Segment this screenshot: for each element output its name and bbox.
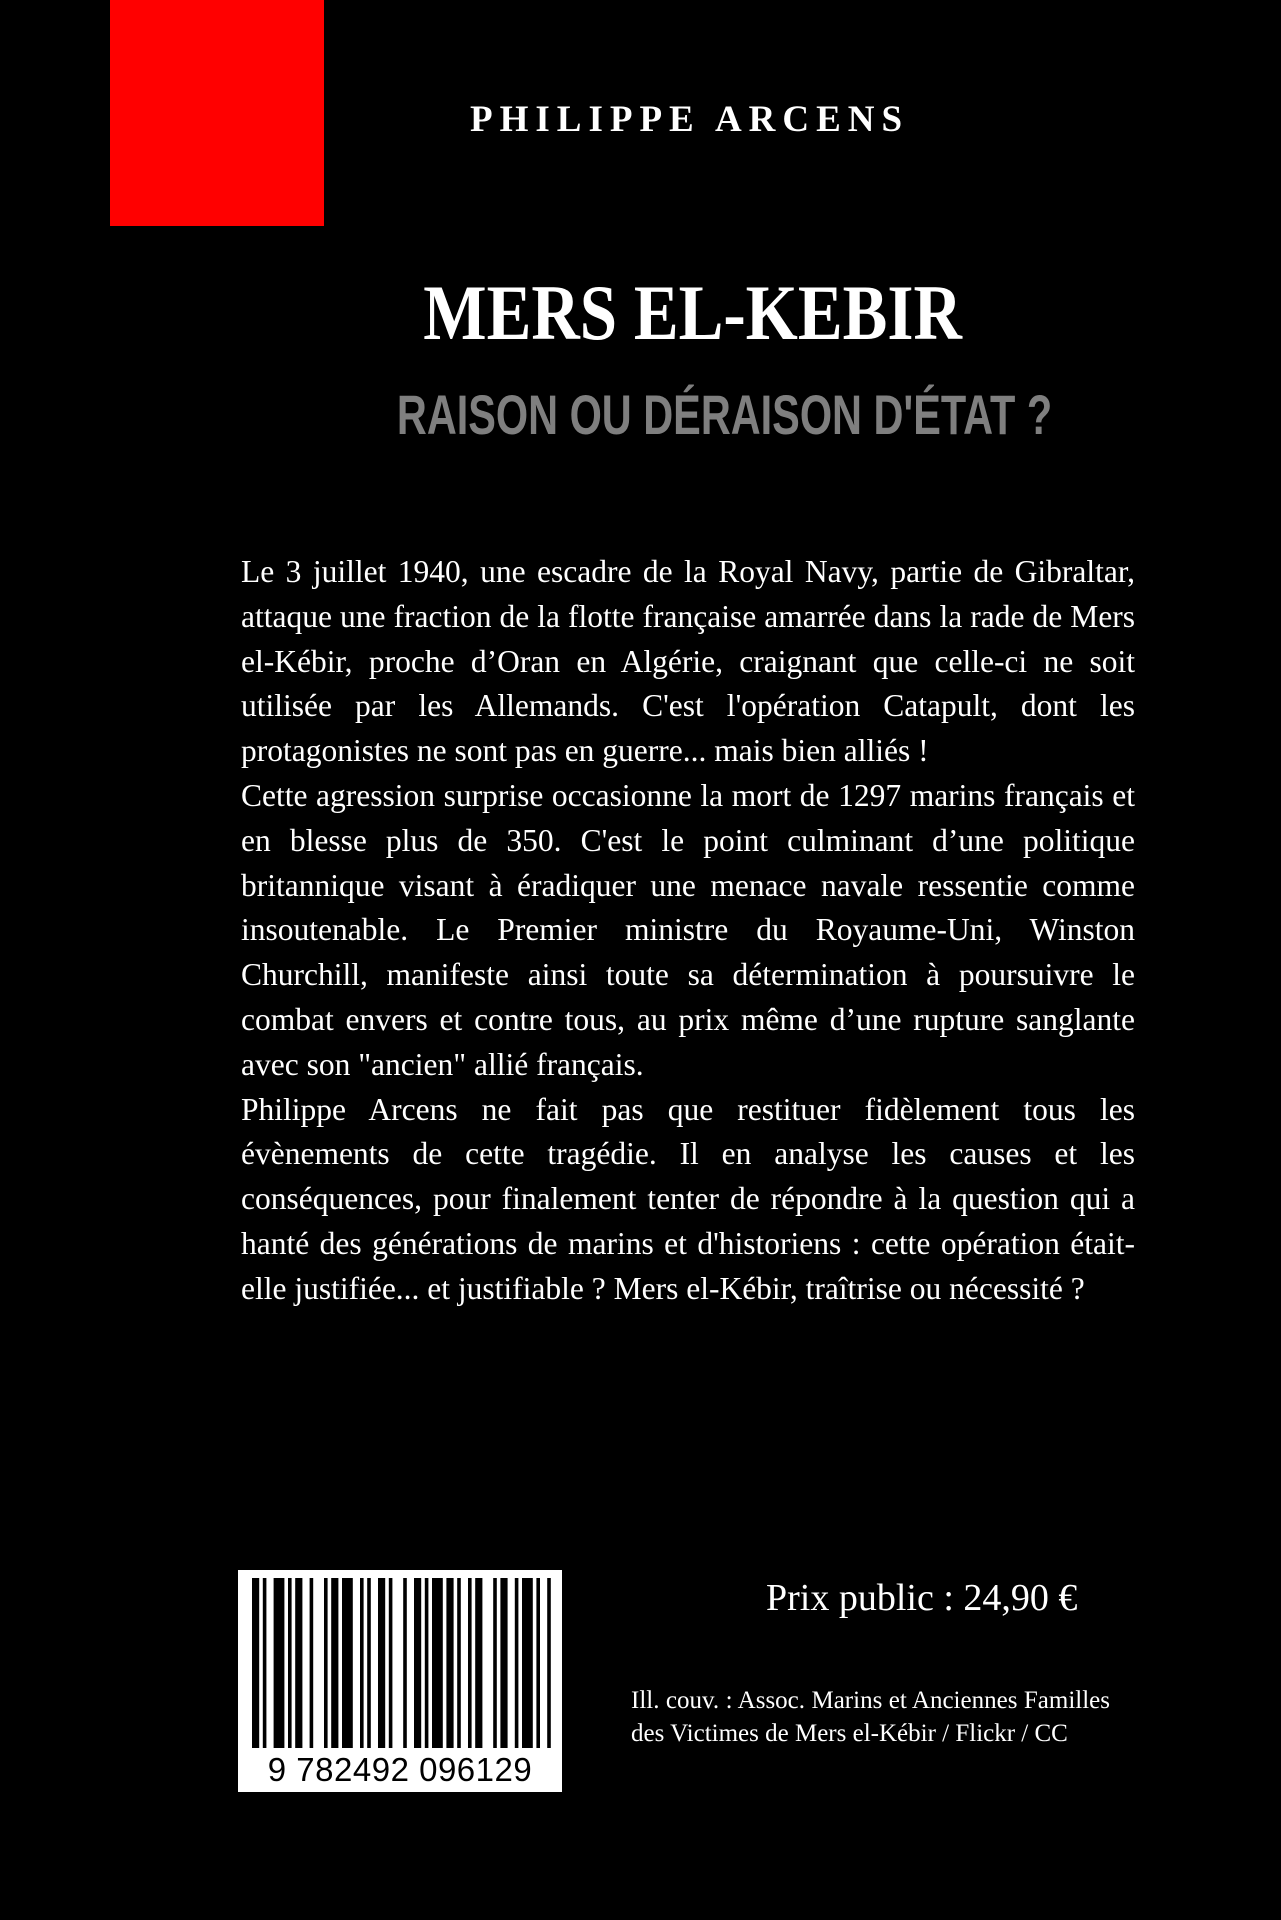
- barcode-bar: [500, 1578, 507, 1748]
- barcode-bar: [468, 1578, 472, 1748]
- back-cover-blurb: [241, 550, 1135, 1312]
- book-subtitle: RAISON OU DÉRAISON D'ÉTAT ?: [396, 383, 1053, 446]
- barcode-bar: [288, 1578, 292, 1748]
- isbn-barcode: [238, 1570, 562, 1792]
- barcode-bar: [457, 1578, 461, 1748]
- retail-price: Prix public : 24,90 €: [766, 1577, 1078, 1619]
- cover-illustration-credits: Ill. couv. : Assoc. Marins et Anciennes Familles des Victimes de Mers el-Kébir / Flickr / CC: [631, 1687, 1110, 1747]
- barcode-bar: [324, 1578, 328, 1748]
- blurb-paragraph: Philippe Arcens ne fait pas que restituer fidèlement tous les évènements de cette tragédie. Il en analyse les causes et les conséquences, pour finalement tenter de répondre à la question qui a hanté des générations de marins et d'historiens : cette opération était-elle justifiée... et justifiable ? Mers el-Kébir, traîtrise ou nécessité ?: [241, 1091, 1135, 1306]
- blurb-paragraph: Cette agression surprise occasionne la mort de 1297 marins français et en blesse plus de 350. C'est le point culminant d’une politique britannique visant à éradiquer une menace navale ressentie comme insoutenable. Le Premier ministre du Royaume-Uni, Winston Churchill, manifeste ainsi toute sa détermination à poursuivre le combat envers et contre tous, au prix même d’une rupture sanglante avec son "ancien" allié français.: [241, 777, 1135, 1082]
- barcode-bar: [263, 1578, 267, 1748]
- blurb-paragraph: Le 3 juillet 1940, une escadre de la Royal Navy, partie de Gibraltar, attaque une fraction de la flotte française amarrée dans la rade de Mers el-Kébir, proche d’Oran en Algérie, craignant que celle-ci ne soit utilisée par les Allemands. C'est l'opération Catapult, dont les protagonistes ne sont pas en guerre... mais bien alliés !: [241, 554, 1135, 769]
- barcode-bar: [425, 1578, 429, 1748]
- author-name: PHILIPPE ARCENS: [470, 99, 910, 140]
- barcode-bar: [378, 1578, 385, 1748]
- barcode-bar: [252, 1578, 259, 1748]
- barcode-bar: [367, 1578, 371, 1748]
- book-title: MERS EL-KEBIR: [423, 269, 962, 356]
- isbn-number: 9 782492 096129: [267, 1751, 533, 1788]
- barcode-bar: [389, 1578, 393, 1748]
- barcode-bar: [536, 1578, 540, 1748]
- barcode-bar: [274, 1578, 285, 1748]
- barcode-bar: [547, 1578, 551, 1748]
- barcode-bar: [432, 1578, 443, 1748]
- barcode-bar: [310, 1578, 314, 1748]
- barcode-bar: [446, 1578, 453, 1748]
- barcode-bar: [331, 1578, 338, 1748]
- red-accent-block: [110, 0, 324, 226]
- barcode-bar: [403, 1578, 407, 1748]
- barcode-bar: [295, 1578, 302, 1748]
- barcode-bar: [414, 1578, 421, 1748]
- barcode-bar: [522, 1578, 533, 1748]
- barcode-bar: [515, 1578, 519, 1748]
- barcode-bar: [475, 1578, 482, 1748]
- barcode-bar: [493, 1578, 497, 1748]
- barcode-bar: [360, 1578, 364, 1748]
- barcode-bar: [342, 1578, 353, 1748]
